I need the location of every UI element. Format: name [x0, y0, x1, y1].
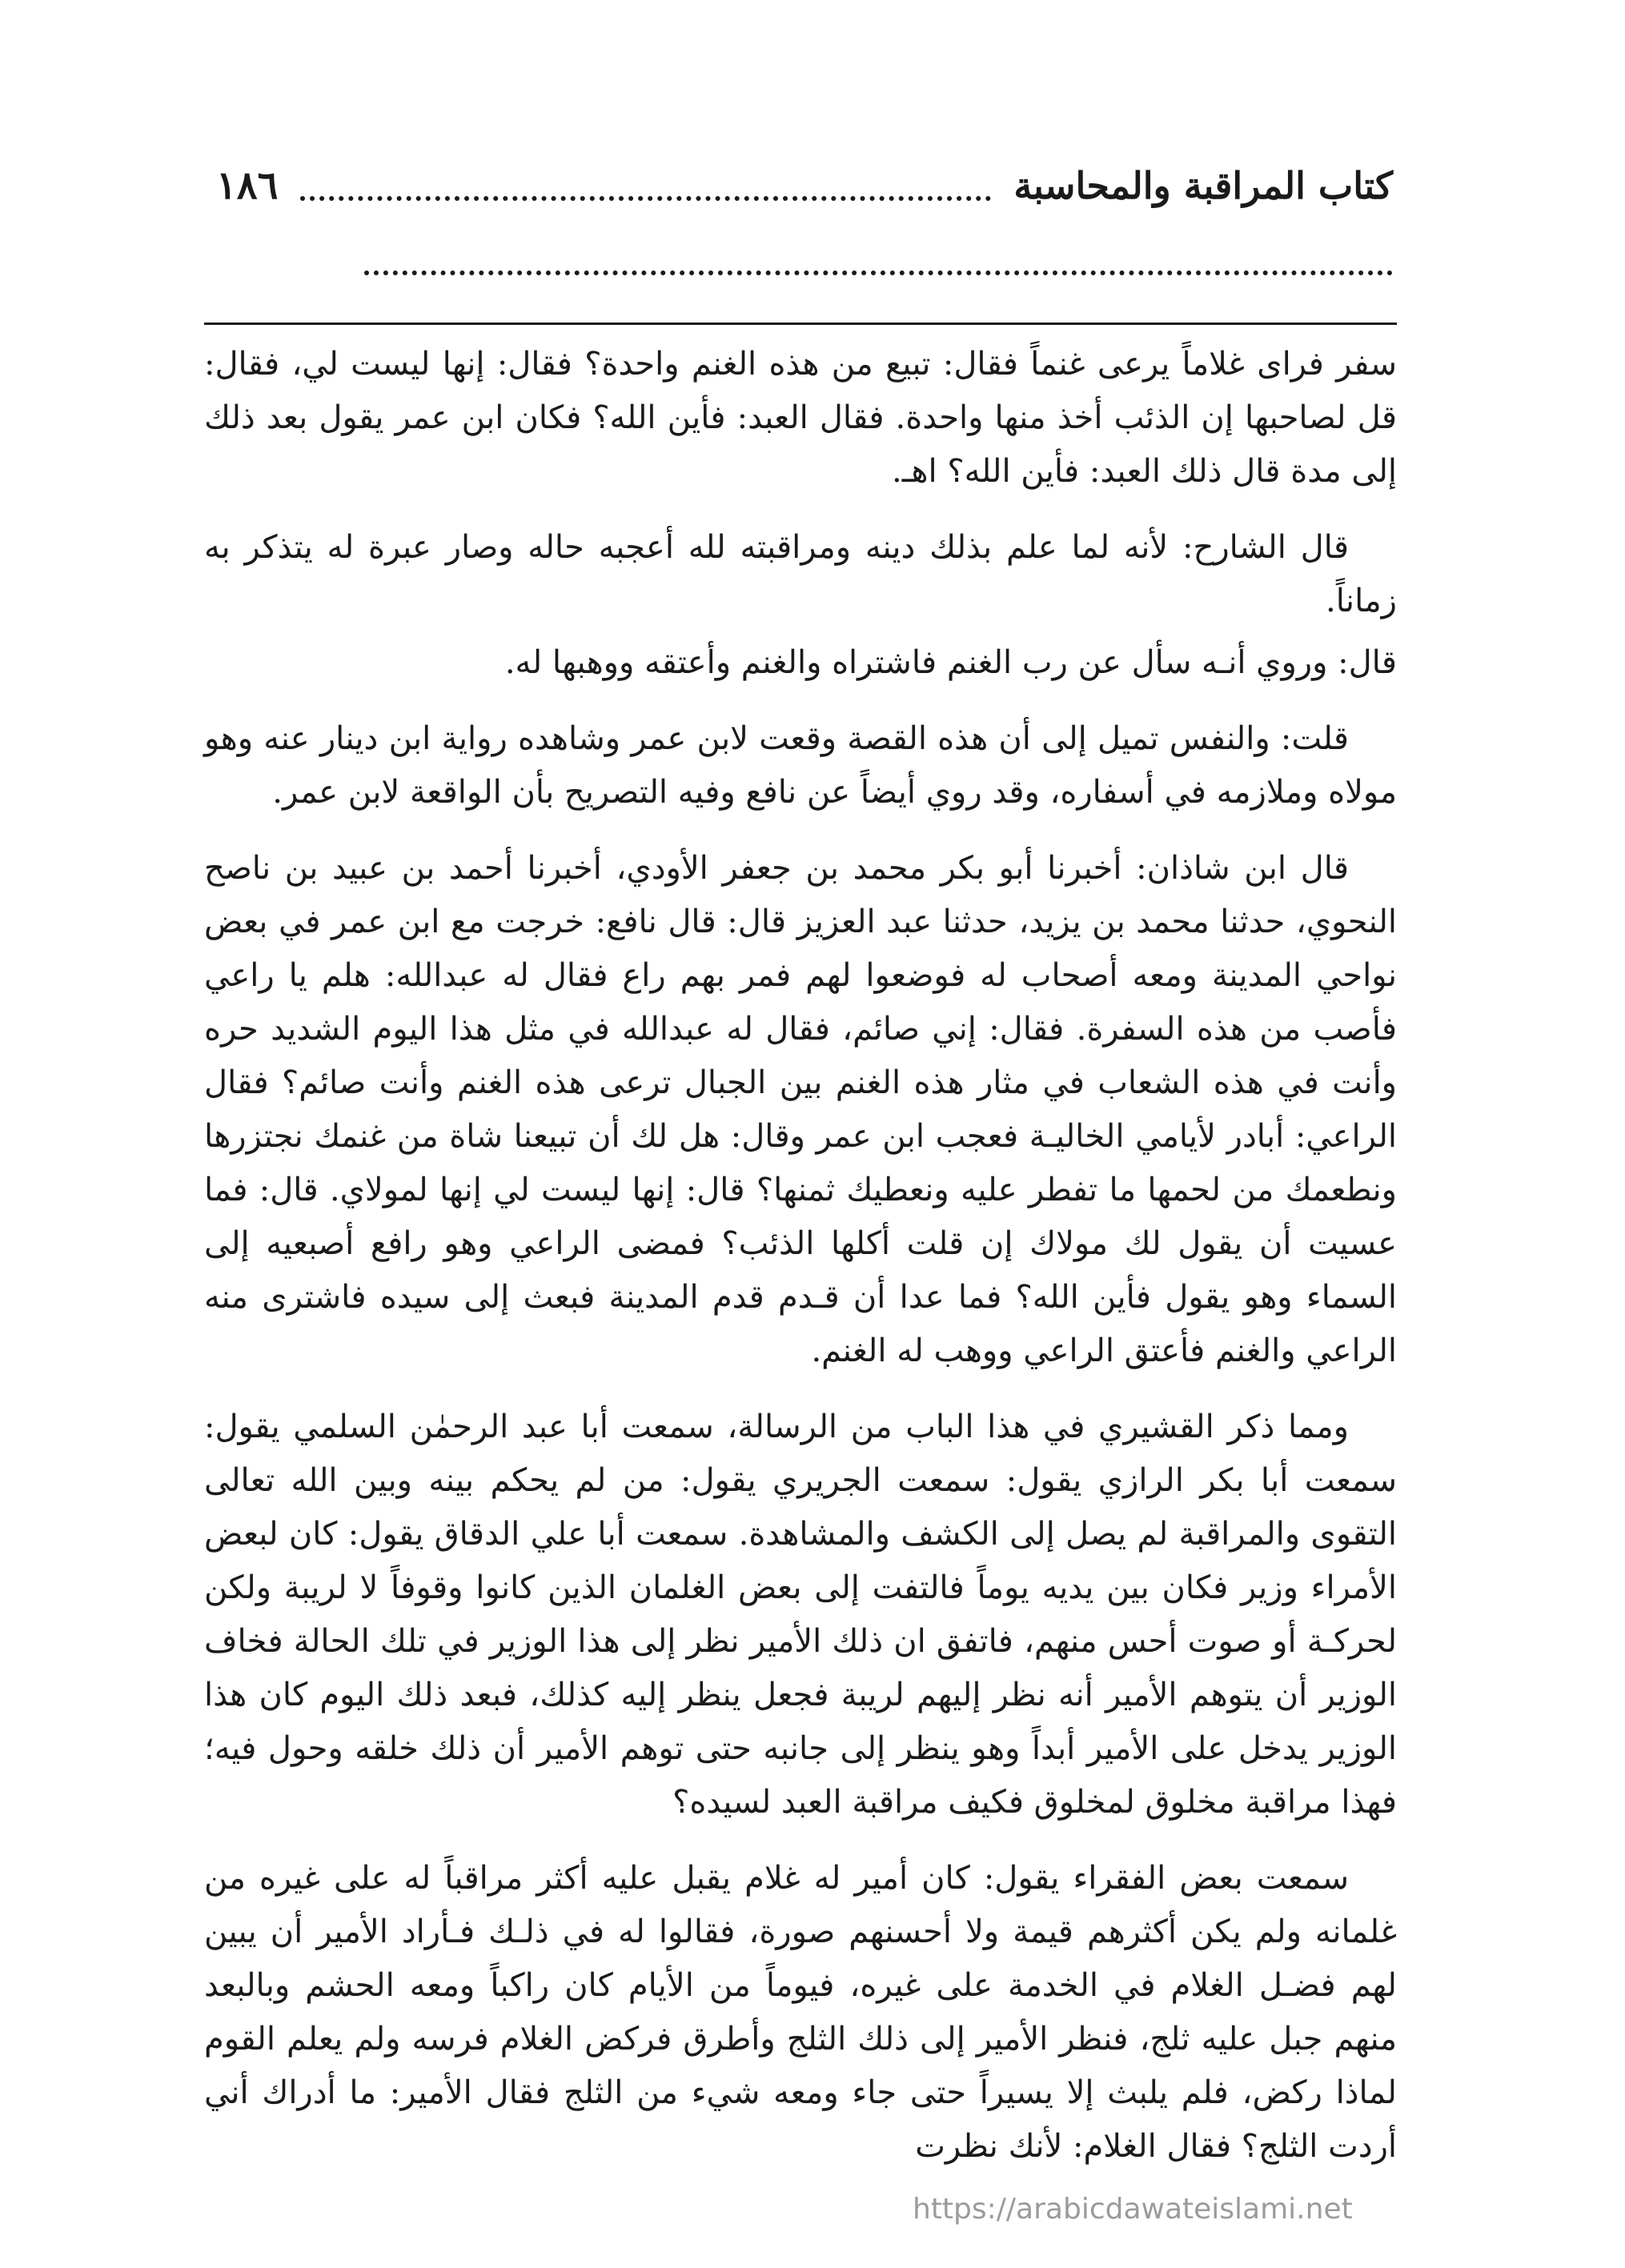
page-body	[204, 338, 1397, 2174]
paragraph: ومما ذكر القشيري في هذا الباب من الرسالة، سمعت أبا عبد الرحمٰن السلمي يقول: سمعت أبا بكر الرازي يقول: سمعت الجريري يقول: من لم يحكم بينه وبين الله تعالى التقوى والمراقبة لم يصل إلى الكشف والمشاهدة. سمعت أبا علي الدقاق يقول: كان لبعض الأمراء وزير فكان بين يديه يوماً فالتفت إلى بعض الغلمان الذين كانوا وقوفاً لا لريبة ولكن لحركـة أو صوت أحس منهم، فاتفق ان ذلك الأمير نظر إلى هذا الوزير في تلك الحالة فخاف الوزير أن يتوهم الأمير أنه نظر إليهم لريبة فجعل ينظر إليه كذلك، فبعد ذلك اليوم كان هذا الوزير يدخل على الأمير أبداً وهو ينظر إلى جانبه حتى توهم الأمير أن ذلك خلقه وحول فيه؛ فهذا مراقبة مخلوق لمخلوق فكيف مراقبة العبد لسيده؟	[204, 1408, 1397, 1821]
running-header	[216, 154, 1393, 218]
paragraph: سفر فراى غلاماً يرعى غنماً فقال: تبيع من هذه الغنم واحدة؟ فقال: إنها ليست لي، فقال: قل لصاحبها إن الذئب أخذ منها واحدة. فقال العبد: فأين الله؟ فكان ابن عمر يقول بعد ذلك إلى مدة قال ذلك العبد: فأين الله؟ اهـ.	[204, 346, 1397, 490]
paragraph: قلت: والنفس تميل إلى أن هذه القصة وقعت لابن عمر وشاهده رواية ابن دينار عنه وهو مولاه وملازمه في أسفاره، وقد روي أيضاً عن نافع وفيه التصريح بأن الواقعة لابن عمر.	[204, 720, 1397, 811]
book-title: كتاب المراقبة والمحاسبة	[1013, 164, 1393, 207]
header-dot-leader	[300, 196, 991, 201]
paragraph: قال ابن شاذان: أخبرنا أبو بكر محمد بن جعفر الأودي، أخبرنا أحمد بن عبيد بن ناصح النحوي، حدثنا محمد بن يزيد، حدثنا عبد العزيز قال: قال نافع: خرجت مع ابن عمر في بعض نواحي المدينة ومعه أصحاب له فوضعوا لهم فمر بهم راع فقال له عبدالله: هلم يا راعي فأصب من هذه السفرة. فقال: إني صائم، فقال له عبدالله في مثل هذا اليوم الشديد حره وأنت في هذه الشعاب في مثار هذه الغنم بين الجبال ترعى هذه الغنم وأنت صائم؟ فقال الراعي: أبادر لأيامي الخاليـة فعجب ابن عمر وقال: هل لك أن تبيعنا شاة من غنمك نجتزرها ونطعمك من لحمها ما تفطر عليه ونعطيك ثمنها؟ قال: إنها ليست لي إنها لمولاي. قال: فما عسيت أن يقول لك مولاك إن قلت أكلها الذئب؟ فمضى الراعي وهو رافع أصبعيه إلى السماء وهو يقول فأين الله؟ فما عدا أن قـدم قدم المدينة فبعث إلى سيده فاشترى منه الراعي والغنم فأعتق الراعي ووهب له الغنم.	[204, 850, 1397, 1369]
paragraph: قال الشارح: لأنه لما علم بذلك دينه ومراقبته لله أعجبه حاله وصار عبرة له يتذكر به زماناً.	[204, 529, 1397, 619]
paragraph: سمعت بعض الفقراء يقول: كان أمير له غلام يقبل عليه أكثر مراقباً له على غيره من غلمانه ولم يكن أكثرهم قيمة ولا أحسنهم صورة، فقالوا له في ذلـك فـأراد الأمير أن يبين لهم فضـل الغلام في الخدمة على غيره، فيوماً من الأيام كان راكباً ومعه الحشم وبالبعد منهم جبل عليه ثلج، فنظر الأمير إلى ذلك الثلج وأطرق فركض الغلام فرسه ولم يعلم القوم لماذا ركض، فلم يلبث إلا يسيراً حتى جاء ومعه شيء من الثلج فقال الأمير: ما أدراك أني أردت الثلج؟ فقال الغلام: لأنك نظرت	[204, 1860, 1397, 2165]
watermark-url: https://arabicdawateislami.net	[913, 2193, 1353, 2226]
dotted-separator	[364, 270, 1393, 275]
paragraph: قال: وروي أنـه سأل عن رب الغنم فاشتراه والغنم وأعتقه ووهبها له.	[504, 644, 1397, 681]
header-rule	[204, 323, 1397, 325]
page-number: ١٨٦	[216, 163, 279, 208]
